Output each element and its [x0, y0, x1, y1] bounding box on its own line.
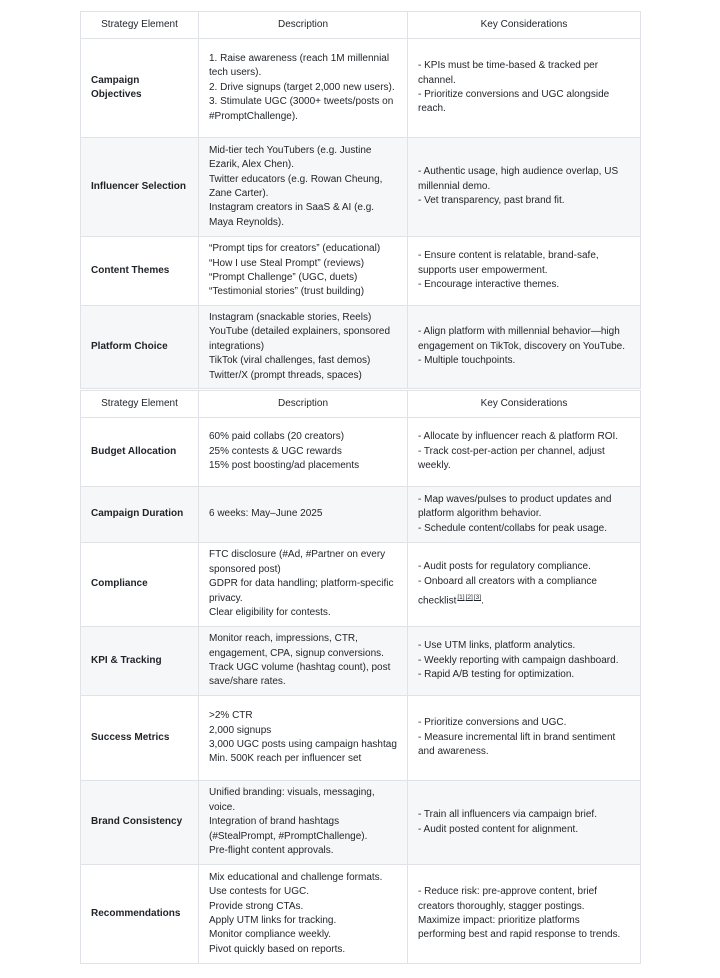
line-text: - Encourage interactive themes. — [418, 279, 560, 291]
line-text: Min. 500K reach per influencer set — [209, 753, 362, 765]
line-text: - Use UTM links, platform analytics. — [418, 640, 576, 652]
considerations-line — [418, 808, 630, 822]
considerations-cell — [408, 418, 641, 487]
header-row — [81, 12, 641, 39]
table-row — [81, 865, 641, 964]
description-line — [209, 752, 397, 766]
strategy-element-cell: Influencer Selection — [81, 138, 199, 237]
description-line — [209, 459, 397, 473]
description-line — [209, 325, 397, 354]
considerations-line — [418, 823, 630, 837]
line-text: - Ensure content is relatable, brand-safe, supports user empowerment. — [418, 250, 599, 276]
description-line — [209, 844, 397, 858]
header-strategy-element: Strategy Element — [81, 391, 199, 418]
line-text: - Multiple touchpoints. — [418, 355, 516, 367]
description-line — [209, 242, 397, 256]
line-text: 15% post boosting/ad placements — [209, 460, 360, 472]
line-text: Provide strong CTAs. — [209, 900, 304, 912]
considerations-line — [418, 354, 630, 368]
description-cell — [199, 418, 408, 487]
description-line — [209, 577, 397, 606]
considerations-cell — [408, 696, 641, 781]
considerations-cell — [408, 865, 641, 964]
strategy-element-cell: Platform Choice — [81, 306, 199, 389]
considerations-line — [418, 668, 630, 682]
strategy-element-cell: Compliance — [81, 543, 199, 627]
description-cell — [199, 39, 408, 138]
line-text: - Map waves/pulses to product updates and platform algorithm behavior. — [418, 493, 612, 520]
line-text: Mid-tier tech YouTubers (e.g. Justine Ezarik, Alex Chen). — [209, 144, 372, 171]
description-cell — [199, 696, 408, 781]
line-text: Monitor reach, impressions, CTR, engagement, CPA, signup conversions. — [209, 633, 384, 659]
table-row — [81, 543, 641, 627]
considerations-cell — [408, 39, 641, 138]
considerations-line — [418, 194, 630, 208]
description-line — [209, 632, 397, 661]
line-text: “Testimonial stories” (trust building) — [209, 286, 365, 298]
citation-link[interactable]: [3] — [473, 594, 482, 602]
considerations-line — [418, 278, 630, 292]
description-line — [209, 738, 397, 752]
considerations-line — [418, 165, 630, 194]
header-row — [81, 391, 641, 418]
line-text: 3. Stimulate UGC (3000+ tweets/posts on #PromptChallenge). — [209, 96, 394, 122]
considerations-line — [418, 59, 630, 88]
line-text: 2. Drive signups (target 2,000 new users). — [209, 81, 395, 93]
table-row — [81, 627, 641, 696]
table-row — [81, 487, 641, 543]
considerations-line — [418, 522, 630, 536]
line-text: 6 weeks: May–June 2025 — [209, 508, 323, 520]
line-text: GDPR for data handling; platform-specific privacy. — [209, 578, 394, 604]
table-row — [81, 39, 641, 138]
strategy-element-cell: KPI & Tracking — [81, 627, 199, 696]
line-text: - KPIs must be time-based & tracked per channel. — [418, 60, 599, 86]
description-cell — [199, 306, 408, 389]
description-line — [209, 52, 397, 81]
strategy-element-cell: Recommendations — [81, 865, 199, 964]
line-text: - Rapid A/B testing for optimization. — [418, 669, 575, 681]
header-strategy-element: Strategy Element — [81, 12, 199, 39]
description-line — [209, 95, 397, 124]
line-text: 25% contests & UGC rewards — [209, 445, 342, 457]
considerations-line — [418, 560, 630, 574]
line-text: Use contests for UGC. — [209, 886, 310, 898]
line-text: 60% paid collabs (20 creators) — [209, 431, 345, 443]
line-text: Instagram creators in SaaS & AI (e.g. Maya Reynolds). — [209, 202, 375, 228]
description-line — [209, 943, 397, 957]
line-text: - Allocate by influencer reach & platform ROI. — [418, 431, 619, 443]
header-description: Description — [199, 12, 408, 39]
considerations-cell — [408, 543, 641, 627]
table-row — [81, 418, 641, 487]
line-text: Maximize impact: prioritize platforms performing best and rapid response to trends. — [418, 915, 621, 941]
header-key-considerations: Key Considerations — [408, 12, 641, 39]
description-line — [209, 144, 397, 173]
description-line — [209, 285, 397, 299]
line-text: Apply UTM links for tracking. — [209, 915, 337, 926]
considerations-cell — [408, 138, 641, 237]
considerations-line: - Onboard all creators with a compliance checklist[1][2][3]. — [418, 575, 597, 607]
description-line — [209, 173, 397, 202]
description-line — [209, 928, 397, 942]
header-description: Description — [199, 391, 408, 418]
description-cell — [199, 865, 408, 964]
considerations-cell — [408, 781, 641, 865]
strategy-element-cell: Content Themes — [81, 237, 199, 306]
line-text: - Audit posted content for alignment. — [418, 823, 579, 835]
considerations-cell — [408, 627, 641, 696]
considerations-cell — [408, 306, 641, 389]
description-line — [209, 709, 397, 723]
strategy-element-cell: Campaign Duration — [81, 487, 199, 543]
line-text: - Track cost-per-action per channel, adjust weekly. — [418, 445, 605, 472]
table-row — [81, 696, 641, 781]
citation-link[interactable]: [1] — [457, 594, 465, 602]
line-text: Pre-flight content approvals. — [209, 845, 334, 857]
description-line — [209, 311, 397, 325]
citation-link[interactable]: [2] — [465, 594, 473, 602]
line-text: - Authentic usage, high audience overlap, US millennial demo. — [418, 166, 619, 192]
strategy-table-1 — [80, 11, 641, 389]
strategy-element-cell: Success Metrics — [81, 696, 199, 781]
line-text: Monitor compliance weekly. — [209, 929, 332, 941]
line-text: “How I use Steal Prompt” (reviews) — [209, 257, 365, 269]
line-text: YouTube (detailed explainers, sponsored integrations) — [209, 326, 391, 352]
description-line — [209, 815, 397, 844]
line-text: - Weekly reporting with campaign dashboard. — [418, 654, 619, 666]
description-line — [209, 354, 397, 368]
description-cell — [199, 237, 408, 306]
description-line — [209, 885, 397, 899]
considerations-line — [418, 88, 630, 117]
header-key-considerations: Key Considerations — [408, 391, 641, 418]
description-line — [209, 369, 397, 383]
description-cell — [199, 627, 408, 696]
line-text: Track UGC volume (hashtag count), post save/share rates. — [209, 662, 391, 688]
line-text: Unified branding: visuals, messaging, voice. — [209, 787, 375, 813]
table-row — [81, 138, 641, 237]
line-text: - Align platform with millennial behavior—high engagement on TikTok, discovery on YouTube. — [418, 326, 625, 352]
line-text: - Prioritize conversions and UGC alongside reach. — [418, 89, 610, 115]
line-text: “Prompt tips for creators” (educational) — [209, 243, 381, 255]
description-line — [209, 871, 397, 885]
strategy-table-2 — [80, 390, 641, 964]
line-text: Pivot quickly based on reports. — [209, 943, 346, 955]
line-text: 1. Raise awareness (reach 1M millennial tech users). — [209, 52, 390, 79]
table-row — [81, 781, 641, 865]
description-line — [209, 507, 397, 521]
line-text: Twitter/X (prompt threads, spaces) — [209, 369, 362, 381]
considerations-line — [418, 639, 630, 653]
line-text: - Train all influencers via campaign brief. — [418, 809, 597, 821]
line-text: Twitter educators (e.g. Rowan Cheung, Zane Carter). — [209, 173, 383, 199]
description-cell — [199, 781, 408, 865]
description-line — [209, 900, 397, 914]
considerations-line — [418, 654, 630, 668]
line-text: - Vet transparency, past brand fit. — [418, 195, 565, 207]
line-text: - Reduce risk: pre-approve content, brief creators thoroughly, stagger postings. — [418, 886, 597, 912]
line-text: - Schedule content/collabs for peak usage. — [418, 522, 608, 534]
line-text: - Onboard all creators with a compliance checklist — [418, 575, 597, 607]
table-row — [81, 237, 641, 306]
line-text: - Measure incremental lift in brand sentiment and awareness. — [418, 731, 616, 758]
description-line — [209, 81, 397, 95]
description-cell — [199, 138, 408, 237]
line-text: Mix educational and challenge formats. — [209, 871, 383, 883]
description-line — [209, 724, 397, 738]
line-text: TikTok (viral challenges, fast demos) — [209, 355, 371, 367]
considerations-line — [418, 445, 630, 474]
considerations-cell — [408, 487, 641, 543]
line-text: FTC disclosure (#Ad, #Partner on every sponsored post) — [209, 549, 386, 575]
line-text: Integration of brand hashtags (#StealPrompt, #PromptChallenge). — [209, 816, 368, 842]
considerations-line — [418, 493, 630, 522]
description-line — [209, 201, 397, 230]
strategy-element-cell: Brand Consistency — [81, 781, 199, 865]
strategy-element-cell: Campaign Objectives — [81, 39, 199, 138]
description-cell — [199, 543, 408, 627]
strategy-element-cell: Budget Allocation — [81, 418, 199, 487]
description-line — [209, 271, 397, 285]
description-cell — [199, 487, 408, 543]
description-line — [209, 430, 397, 444]
considerations-line — [418, 249, 630, 278]
description-line — [209, 914, 397, 928]
line-text: Clear eligibility for contests. — [209, 607, 331, 619]
considerations-line — [418, 885, 630, 914]
line-text: 2,000 signups — [209, 724, 272, 736]
description-line — [209, 445, 397, 459]
description-line — [209, 661, 397, 690]
table-row — [81, 306, 641, 389]
description-line — [209, 786, 397, 815]
considerations-line — [418, 731, 630, 760]
line-text: “Prompt Challenge” (UGC, duets) — [209, 272, 358, 283]
description-line — [209, 548, 397, 577]
considerations-line — [418, 914, 630, 943]
description-line — [209, 257, 397, 271]
line-text: >2% CTR — [209, 710, 253, 722]
line-text: - Prioritize conversions and UGC. — [418, 717, 567, 729]
line-text: - Audit posts for regulatory compliance. — [418, 561, 591, 573]
considerations-cell — [408, 237, 641, 306]
line-text: 3,000 UGC posts using campaign hashtag — [209, 739, 397, 750]
considerations-line — [418, 325, 630, 354]
line-text: Instagram (snackable stories, Reels) — [209, 311, 372, 323]
considerations-line — [418, 716, 630, 730]
considerations-line — [418, 430, 630, 444]
description-line — [209, 606, 397, 620]
